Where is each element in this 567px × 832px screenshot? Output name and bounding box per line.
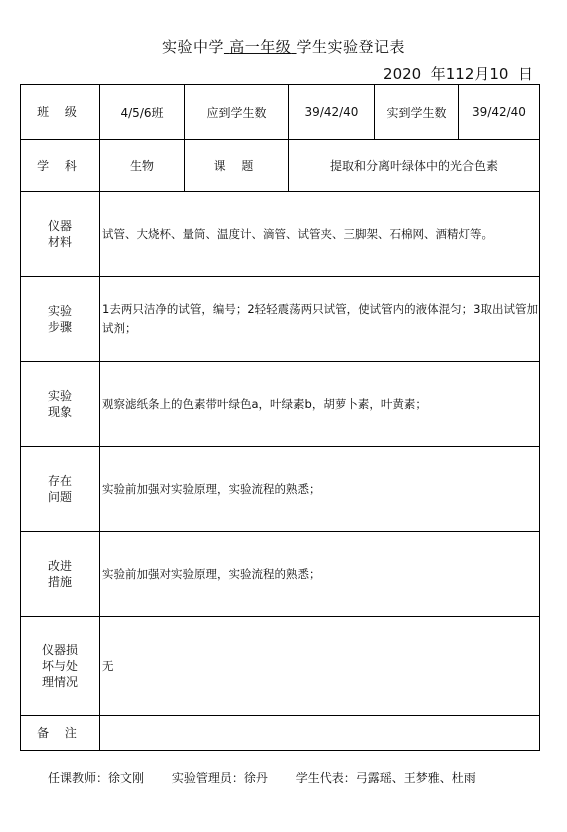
steps-value: 1去两只洁净的试管，编号；2轻轻震荡两只试管，使试管内的液体混匀；3取出试管加试剂；	[100, 277, 540, 362]
issues-value: 实验前加强对实验原理，实验流程的熟悉；	[100, 447, 540, 532]
experiment-record-table	[20, 84, 540, 751]
phenomenon-value: 观察滤纸条上的色素带叶绿色a，叶绿素b，胡萝卜素，叶黄素；	[100, 362, 540, 447]
table-row	[21, 716, 540, 751]
record-date: 2020 年112月10 日	[383, 65, 533, 83]
damage-value: 无	[100, 617, 540, 716]
issues-label: 存在问题	[21, 447, 100, 532]
table-row	[21, 140, 540, 192]
table-row	[21, 532, 540, 617]
topic-value: 提取和分离叶绿体中的光合色素	[289, 140, 540, 192]
remarks-label: 备 注	[21, 716, 100, 751]
subject-value: 生物	[100, 140, 185, 192]
actual-students-value: 39/42/40	[459, 85, 540, 140]
table-row	[21, 362, 540, 447]
form-title	[0, 36, 567, 57]
steps-label: 实验步骤	[21, 277, 100, 362]
expected-students-value: 39/42/40	[289, 85, 375, 140]
table-row	[21, 447, 540, 532]
form-name: 学生实验登记表	[296, 38, 406, 56]
table-row	[21, 85, 540, 140]
table-row	[21, 277, 540, 362]
teacher-signature: 任课教师：徐文刚	[48, 771, 145, 785]
table-row	[21, 617, 540, 716]
expected-students-label: 应到学生数	[185, 85, 289, 140]
equipment-label: 仪器材料	[21, 192, 100, 277]
grade-name: 高一年级	[229, 38, 292, 56]
improvement-value: 实验前加强对实验原理，实验流程的熟悉；	[100, 532, 540, 617]
table-row	[21, 192, 540, 277]
class-label: 班 级	[21, 85, 100, 140]
topic-label: 课 题	[185, 140, 289, 192]
actual-students-label: 实到学生数	[375, 85, 459, 140]
school-name: 实验中学	[161, 38, 224, 56]
damage-label: 仪器损坏与处理情况	[21, 617, 100, 716]
subject-label: 学 科	[21, 140, 100, 192]
equipment-value: 试管、大烧杯、量筒、温度计、滴管、试管夹、三脚架、石棉网、酒精灯等。	[100, 192, 540, 277]
signature-footer	[48, 769, 500, 786]
student-representatives: 学生代表：弓露瑶、王梦雅、杜雨	[295, 771, 476, 785]
improvement-label: 改进措施	[21, 532, 100, 617]
lab-manager-signature: 实验管理员：徐丹	[171, 771, 268, 785]
class-value: 4/5/6班	[100, 85, 185, 140]
remarks-value	[100, 716, 540, 751]
phenomenon-label: 实验现象	[21, 362, 100, 447]
